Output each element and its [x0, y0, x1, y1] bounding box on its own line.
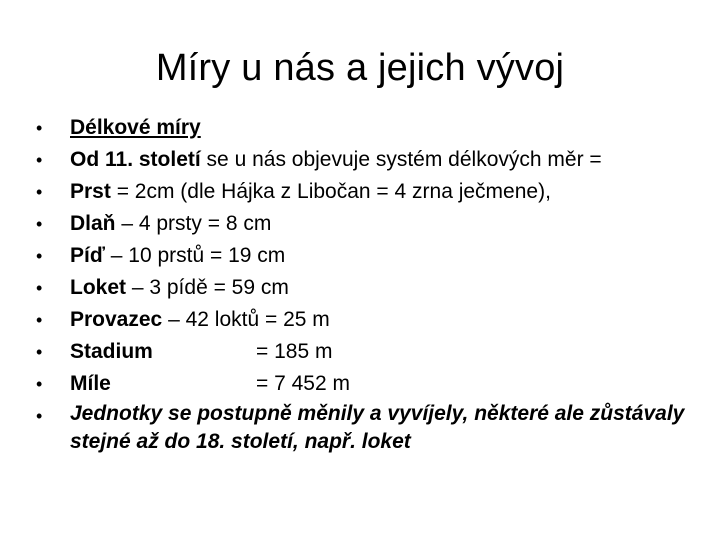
bullet-icon: •	[36, 278, 43, 298]
bullet-item-stadium	[36, 336, 686, 368]
bullet-item-11th-century	[36, 144, 686, 176]
bullet-icon: •	[36, 214, 43, 234]
unit-definition: – 4 prsty = 8 cm	[115, 212, 272, 235]
bullet-item-prst	[36, 176, 686, 208]
bullet-lead-text: Od 11. století	[70, 148, 201, 171]
bullet-item-pid	[36, 240, 686, 272]
unit-name: Provazec	[70, 308, 163, 331]
bullet-icon: •	[36, 182, 43, 202]
unit-name: Píď	[70, 244, 105, 267]
bullet-icon: •	[36, 150, 43, 170]
unit-name: Loket	[70, 276, 127, 299]
bullet-icon: •	[36, 374, 43, 394]
unit-name: Míle	[70, 372, 111, 395]
bullet-list	[36, 112, 686, 456]
bullet-icon: •	[36, 246, 43, 266]
bullet-item-mile	[36, 368, 686, 400]
unit-definition: – 42 loktů = 25 m	[162, 308, 330, 331]
unit-name: Dlaň	[70, 212, 116, 235]
unit-definition: – 10 prstů = 19 cm	[104, 244, 286, 267]
bullet-item-summary	[36, 400, 686, 456]
slide-title: Míry u nás a jejich vývoj	[155, 47, 565, 89]
unit-definition: = 7 452 m	[256, 372, 350, 395]
bullet-icon: •	[36, 310, 43, 330]
unit-definition: = 2cm (dle Hájka z Libočan = 4 zrna ječmene),	[110, 180, 551, 203]
bullet-icon: •	[36, 406, 43, 426]
unit-name: Prst	[70, 180, 111, 203]
bullet-text: Délkové míry	[70, 116, 201, 139]
bullet-item-dlan	[36, 208, 686, 240]
bullet-text: se u nás objevuje systém délkových měr =	[200, 148, 602, 171]
bullet-icon: •	[36, 118, 43, 138]
bullet-item-loket	[36, 272, 686, 304]
bullet-item-provazec	[36, 304, 686, 336]
unit-definition: – 3 pídě = 59 cm	[126, 276, 289, 299]
bullet-item-length-units	[36, 112, 686, 144]
bullet-icon: •	[36, 342, 43, 362]
unit-definition: = 185 m	[256, 340, 333, 363]
summary-text: Jednotky se postupně měnily a vyvíjely, některé ale zůstávaly stejné až do 18. století, např. loket	[70, 402, 685, 453]
unit-name: Stadium	[70, 340, 153, 363]
